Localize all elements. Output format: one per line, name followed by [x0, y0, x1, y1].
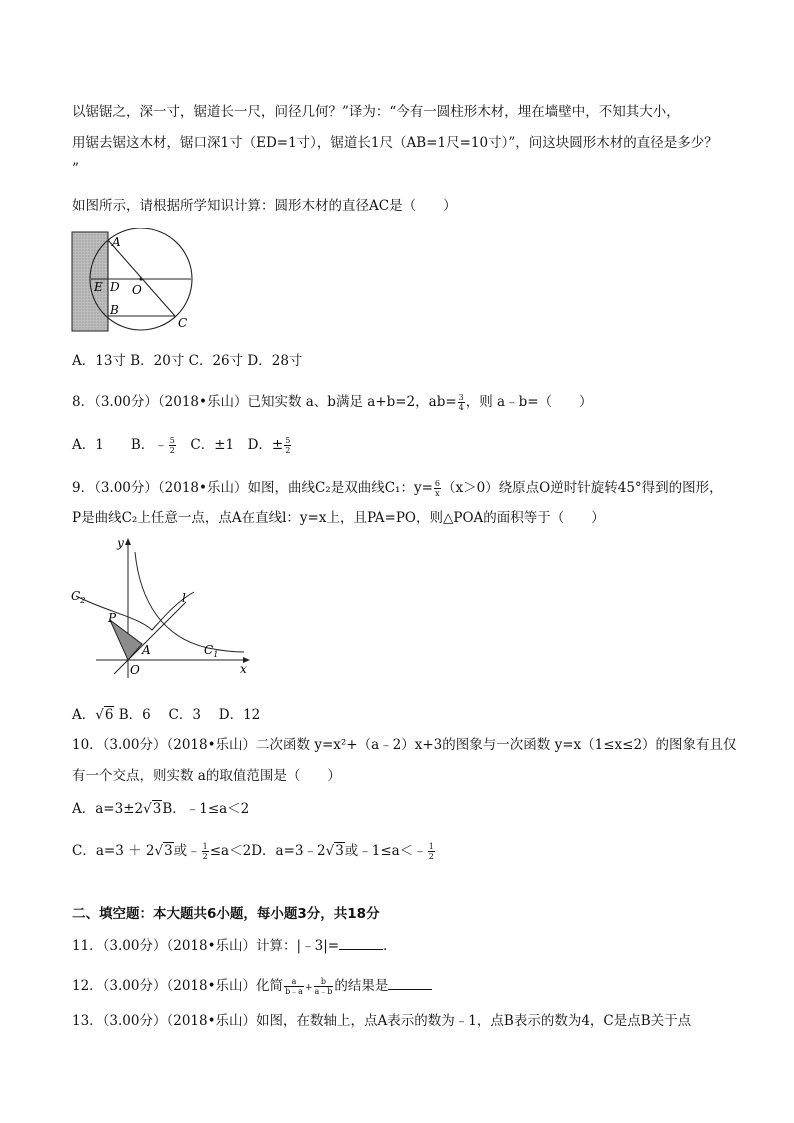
label-b: B — [110, 303, 119, 317]
label-o: O — [132, 283, 142, 297]
q10-opt-a-sqrt: √3 — [143, 801, 162, 817]
q9-text-line-2: P是曲线C₂上任意一点，点A在直线l：y=x上，且PA=PO，则△POA的面积等于（ ） — [72, 510, 605, 526]
q11-answer-blank[interactable] — [339, 937, 383, 950]
q7-text-line-1: 以锯锯之，深一寸，锯道长一尺，问径几何？”译为：“今有一圆柱形木材，埋在墙壁中，不知其大小， — [72, 104, 680, 120]
q8-opt-d-fraction: $\frac{5}{2}$ — [285, 436, 291, 455]
label-e: E — [94, 280, 103, 294]
q10-options-cd: C．a=3 ＋ 2√3或﹣ $\frac{1}{2}$ ≤a＜2D．a=3﹣2√3或﹣1≤a＜﹣ $\frac{1}{2}$ — [72, 842, 434, 861]
q7-options: A．13寸 B．20寸 C．26寸 D．28寸 — [72, 353, 303, 369]
q10-opt-c-fraction: $\frac{1}{2}$ — [202, 842, 208, 861]
label-l: l — [182, 591, 186, 605]
q8-ab-fraction: $\frac{3}{4}$ — [458, 393, 464, 412]
q10-text-line-1: 10．（3.00分）（2018•乐山）二次函数 y=x²+（a﹣2）x+3的图象与一次函数 y=x（1≤x≤2）的图象有且仅 — [72, 737, 737, 753]
q7-text-line-2: 用锯去锯这木材，锯口深1寸（ED=1寸），锯道长1尺（AB=1尺=10寸）”，问这块圆形木材的直径是多少？ — [72, 135, 718, 151]
q7-circle-figure — [70, 228, 196, 334]
q12-stem: 12．（3.00分）（2018•乐山）化简 $\frac{a}{b﹣a}$ + $\frac{b}{a﹣b}$ 的结果是 — [72, 977, 432, 997]
q7-text-line-3: ” — [72, 161, 79, 177]
q12-fraction-2: $\frac{b}{a﹣b}$ — [314, 977, 333, 996]
q11-stem: 11．（3.00分）（2018•乐山）计算：|﹣3|= ． — [72, 938, 397, 954]
q10-options-ab: A．a=3±2√3B．﹣1≤a＜2 — [72, 801, 250, 817]
q10-opt-c-sqrt: √3 — [154, 843, 173, 859]
q10-opt-d-fraction: $\frac{1}{2}$ — [428, 842, 434, 861]
q10-opt-d-sqrt: √3 — [325, 843, 344, 859]
label-c1: $C_1$ — [204, 643, 219, 659]
triangle-poa — [110, 620, 142, 660]
q9-hyperbola-fraction: $\frac{6}{x}$ — [434, 479, 440, 498]
q10-text-line-2: 有一个交点，则实数 a的取值范围是（ ） — [72, 768, 341, 784]
q13-text-line-1: 13．（3.00分）（2018•乐山）如图，在数轴上，点A表示的数为﹣1，点B表示的数为4，C是点B关于点 — [72, 1013, 692, 1029]
q9-stem: 9．（3.00分）（2018•乐山）如图，曲线C₂是双曲线C₁：y= $\frac{6}{x}$ （x＞0）绕原点O逆时针旋转45°得到的图形， — [72, 479, 723, 498]
label-a: A — [142, 643, 151, 657]
q8-stem — [72, 393, 593, 412]
q8-opt-b-fraction: $\frac{5}{2}$ — [169, 436, 175, 455]
q9-opt-a-sqrt: √6 — [95, 707, 114, 723]
q8-stem-a: 8．（3.00分）（2018•乐山）已知实数 a、b满足 a+b=2，ab= — [72, 394, 457, 410]
q8-stem-b: ，则 a﹣b=（ ） — [465, 394, 593, 410]
label-p: P — [108, 611, 117, 625]
label-d: D — [110, 280, 120, 294]
q9-hyperbola-figure — [68, 532, 258, 682]
section-2-heading: 二、填空题：本大题共6小题，每小题3分，共18分 — [72, 906, 380, 922]
q12-fraction-1: $\frac{a}{b﹣a}$ — [285, 977, 303, 996]
label-c2: $C_2$ — [71, 589, 86, 605]
label-x: x — [240, 662, 247, 676]
q8-options: A．1 B．﹣ $\frac{5}{2}$ C．±1 D．± $\frac{5}{2}$ — [72, 436, 291, 455]
label-o: O — [130, 663, 140, 677]
y-axis-arrow — [125, 538, 131, 545]
q7-text-line-4: 如图所示，请根据所学知识计算：圆形木材的直径AC是（ ） — [72, 198, 457, 214]
center-o-dot — [139, 277, 142, 280]
q9-options: A．√6 B．6 C．3 D．12 — [72, 707, 261, 723]
label-a: A — [112, 235, 121, 249]
q12-answer-blank[interactable] — [388, 977, 432, 990]
label-y: y — [117, 536, 124, 550]
label-c: C — [178, 316, 188, 330]
